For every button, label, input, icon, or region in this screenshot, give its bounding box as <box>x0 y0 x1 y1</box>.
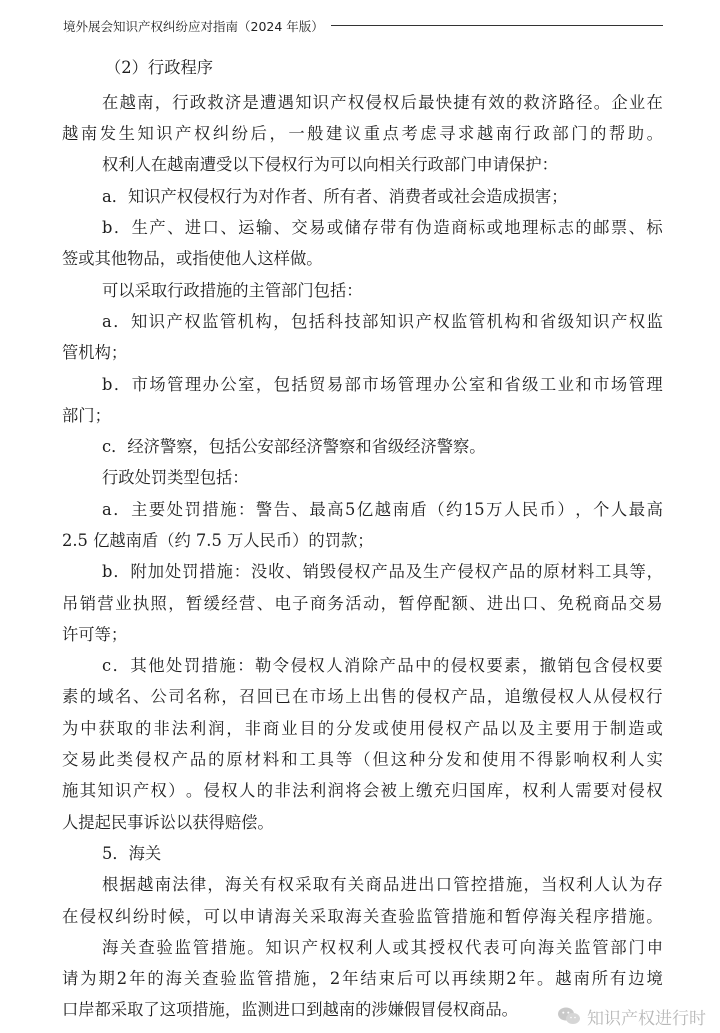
text-line: 越 南 发 生 知 识 产 权 纠 纷 后 ， 一 般 建 议 重 点 考 虑 寻 求 越 南 行 政 部 门 的 帮 助 。 <box>62 124 663 143</box>
text-line: 海 关 查 验 监 管 措 施 。 知 识 产 权 权 利 人 或 其 授 权 代 表 可 向 海 关 监 管 部 门 申 <box>102 938 663 957</box>
text-line: a ． 主 要 处 罚 措 施 ： 警 告 、 最 高 5 亿 越 南 盾 （ 约 15 万 人 民 币 ） ， 个 人 最 高 <box>102 500 663 519</box>
text-line: b ． 生 产 、 进 口 、 运 输 、 交 易 或 储 存 带 有 伪 造 商 标 或 地 理 标 志 的 邮 票 、 标 <box>102 218 663 237</box>
text-line: a．知识产权侵权行为对作者、所有者、消费者或社会造成损害； <box>102 187 568 206</box>
text-line: c．经济警察，包括公安部经济警察和省级经济警察。 <box>102 437 486 456</box>
text-line: 行政处罚类型包括： <box>102 468 249 487</box>
text-line: 吊 销 营 业 执 照 ， 暂 缓 经 营 、 电 子 商 务 活 动 ， 暂 停 配 额 、 进 出 口 、 免 税 商 品 交 易 <box>62 594 663 613</box>
text-line: 可以采取行政措施的主管部门包括： <box>102 281 363 300</box>
text-line: 口岸都采取了这项措施，监测进口到越南的涉嫌假冒侵权商品。 <box>62 1000 518 1019</box>
watermark-text: 知识产权进行时 <box>587 1008 706 1029</box>
text-line: 许可等； <box>62 625 128 644</box>
text-line: 交 易 此 类 侵 权 产 品 的 原 材 料 和 工 具 等 （ 但 这 种 分 发 和 使 用 不 得 影 响 权 利 人 实 <box>62 750 663 769</box>
text-line: a ． 知 识 产 权 监 管 机 构 ， 包 括 科 技 部 知 识 产 权 监 管 机 构 和 省 级 知 识 产 权 监 <box>102 312 663 331</box>
section-heading: 5．海关 <box>102 844 162 863</box>
watermark <box>557 1003 706 1029</box>
text-line: 在 侵 权 纠 纷 时 候 ， 可 以 申 请 海 关 采 取 海 关 查 验 监 管 措 施 和 暂 停 海 关 程 序 措 施 。 <box>62 907 663 926</box>
text-line: 施 其 知 识 产 权 ） 。 侵 权 人 的 非 法 利 润 将 会 被 上 缴 充 归 国 库 ， 权 利 人 需 要 对 侵 权 <box>62 781 663 800</box>
text-line: 权利人在越南遭受以下侵权行为可以向相关行政部门申请保护： <box>102 155 558 174</box>
text-line: c ． 其 他 处 罚 措 施 ： 勒 令 侵 权 人 消 除 产 品 中 的 侵 权 要 素 ， 撤 销 包 含 侵 权 要 <box>102 656 663 675</box>
text-line: 2.5 亿越南盾（约 7.5 万人民币）的罚款； <box>62 531 374 550</box>
text-line: 管机构； <box>62 343 128 362</box>
wechat-icon <box>557 1006 581 1026</box>
text-line: b ． 附 加 处 罚 措 施 ： 没 收 、 销 毁 侵 权 产 品 及 生 产 侵 权 产 品 的 原 材 料 工 具 等 ， <box>102 562 663 581</box>
header-title: 境外展会知识产权纠纷应对指南（2024 年版） <box>63 19 324 34</box>
text-line: 请 为 期 2 年 的 海 关 查 验 监 管 措 施 ， 2 年 结 束 后 可 以 再 续 期 2 年 。 越 南 所 有 边 境 <box>62 969 663 988</box>
text-line: 部门； <box>62 406 111 425</box>
text-line: 根 据 越 南 法 律 ， 海 关 有 权 采 取 有 关 商 品 进 出 口 管 控 措 施 ， 当 权 利 人 认 为 存 <box>102 875 663 894</box>
text-line: 在 越 南 ， 行 政 救 济 是 遭 遇 知 识 产 权 侵 权 后 最 快 捷 有 效 的 救 济 路 径 。 企 业 在 <box>102 93 663 112</box>
text-line: 为 中 获 取 的 非 法 利 润 ， 非 商 业 目 的 分 发 或 使 用 侵 权 产 品 以 及 主 要 用 于 制 造 或 <box>62 719 663 738</box>
text-line: 签或其他物品，或指使他人这样做。 <box>62 249 323 268</box>
text-line: 素 的 域 名 、 公 司 名 称 ， 召 回 已 在 市 场 上 出 售 的 侵 权 产 品 ， 追 缴 侵 权 人 从 侵 权 行 <box>62 687 663 706</box>
section-heading: （2）行政程序 <box>105 58 214 77</box>
text-line: b ． 市 场 管 理 办 公 室 ， 包 括 贸 易 部 市 场 管 理 办 公 室 和 省 级 工 业 和 市 场 管 理 <box>102 375 663 394</box>
text-line: 人提起民事诉讼以获得赔偿。 <box>62 813 274 832</box>
